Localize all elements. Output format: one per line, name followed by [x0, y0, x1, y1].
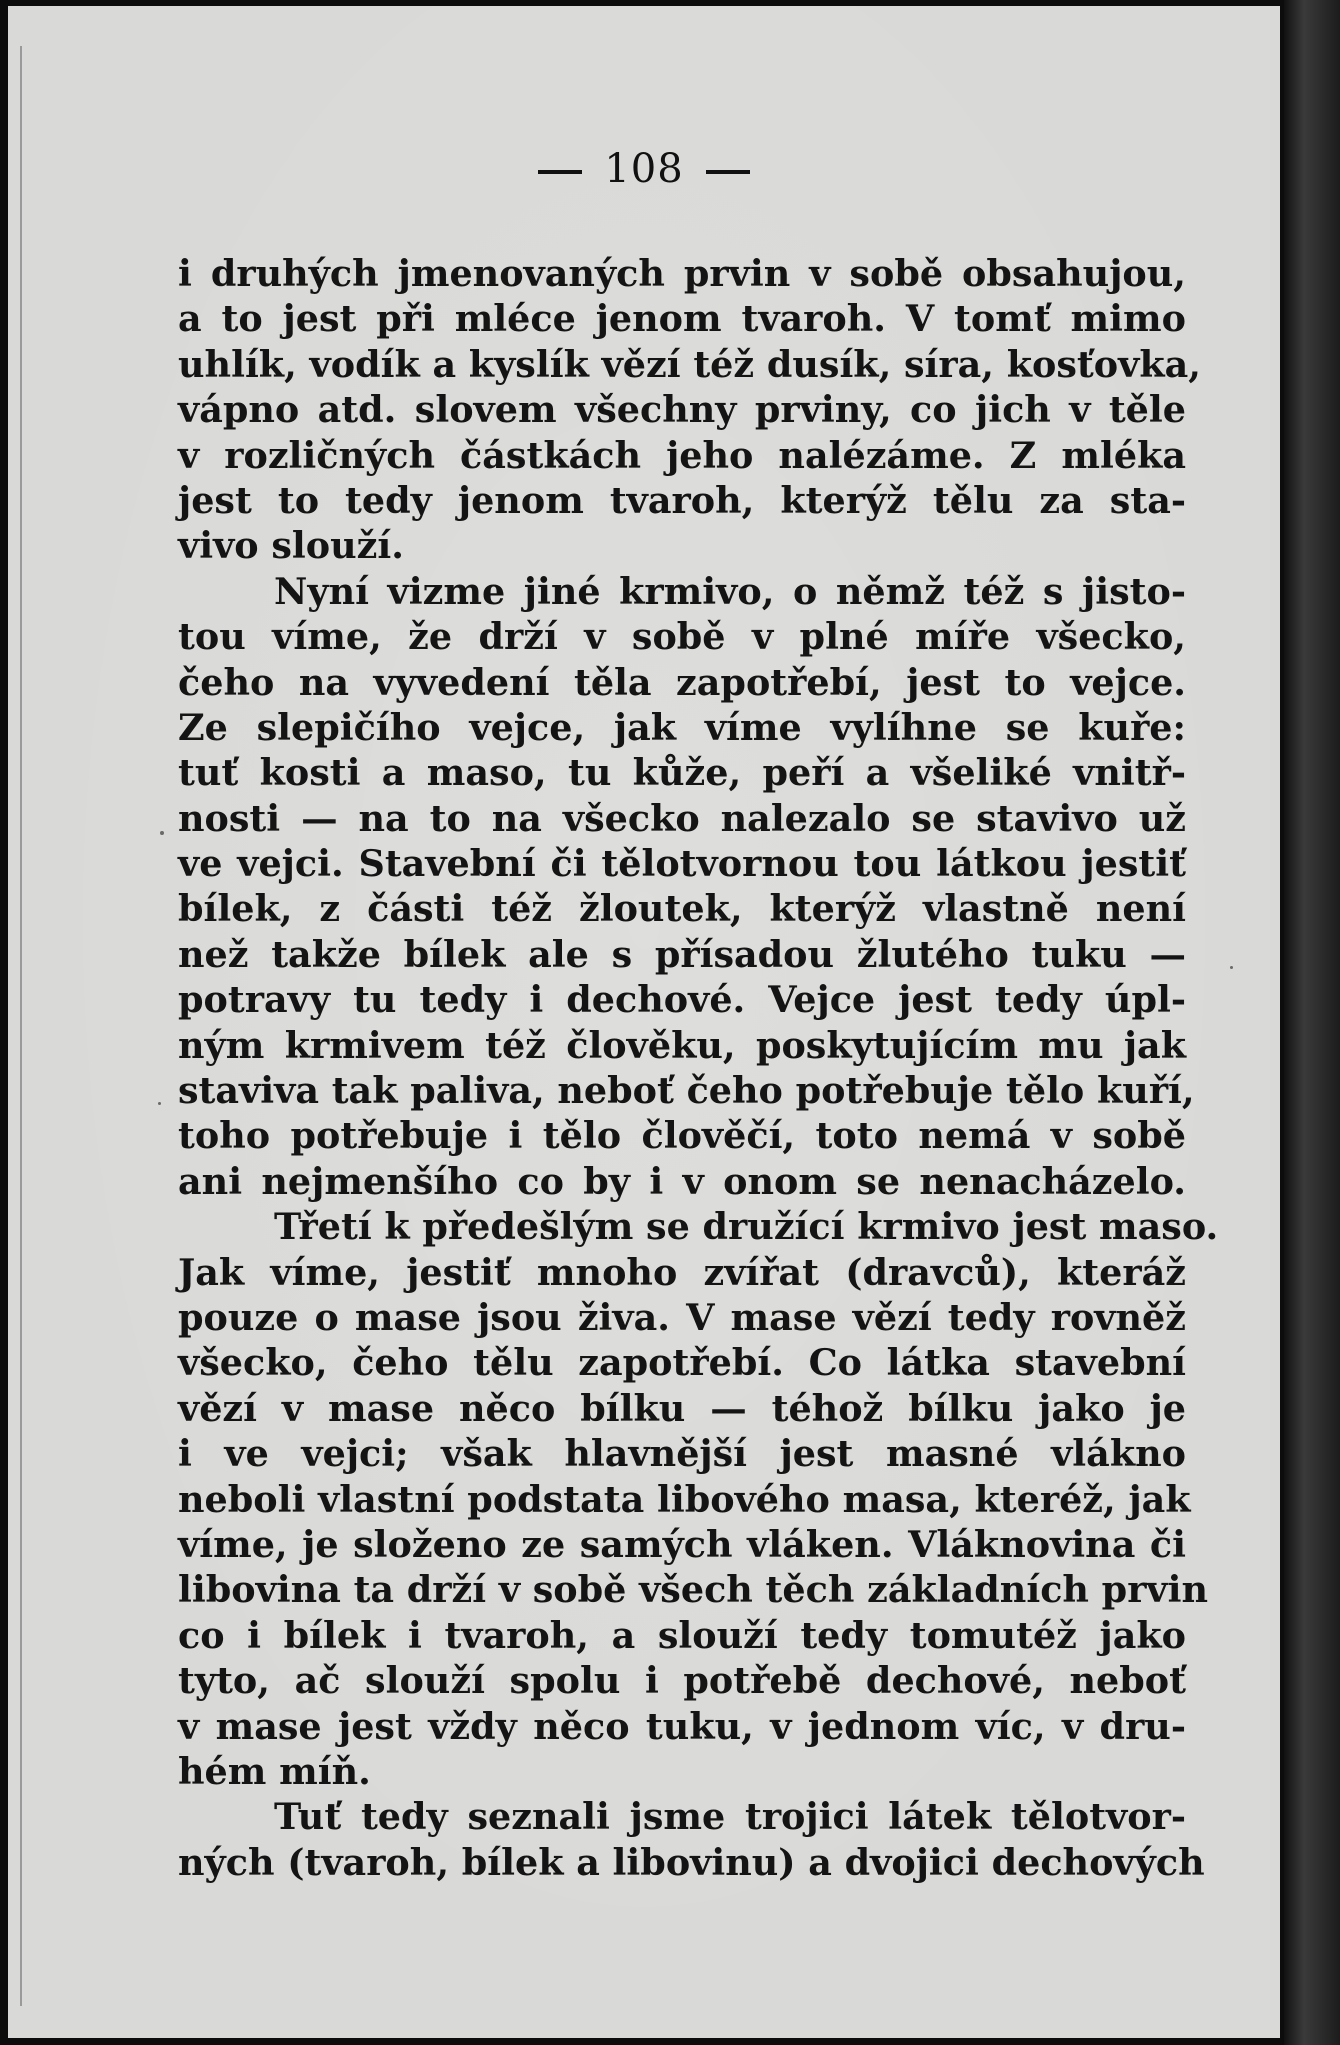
header-dash-left	[538, 170, 582, 174]
text-line: toho potřebuje i tělo člověčí, toto nemá v sobě	[178, 1114, 1186, 1158]
text-line: tou víme, že drží v sobě v plné míře všecko,	[178, 615, 1186, 659]
scan-speck	[1230, 966, 1233, 969]
page-header	[8, 146, 1280, 192]
text-line: a to jest při mléce jenom tvaroh. V tomť mimo	[178, 297, 1186, 341]
text-line: tyto, ač slouží spolu i potřebě dechové, neboť	[178, 1659, 1186, 1703]
text-line: tuť kosti a maso, tu kůže, peří a všeliké vnitř-	[178, 751, 1186, 795]
text-line: pouze o mase jsou živa. V mase vězí tedy rovněž	[178, 1295, 1186, 1339]
text-line: vápno atd. slovem všechny prviny, co jich v těle	[178, 388, 1186, 432]
text-line: nosti — na to na všecko nalezalo se stavivo už	[178, 796, 1186, 840]
text-line: i ve vejci; však hlavnější jest masné vlákno	[178, 1432, 1186, 1476]
text-line: uhlík, vodík a kyslík vězí též dusík, síra, kosťovka,	[178, 342, 1201, 386]
text-line: Jak víme, jestiť mnoho zvířat (dravců), kteráž	[178, 1250, 1186, 1294]
header-dash-right	[706, 170, 750, 174]
text-line: i druhých jmenovaných prvin v sobě obsahujou,	[178, 252, 1186, 295]
scan-speck	[20, 46, 22, 2006]
text-line: co i bílek i tvaroh, a slouží tedy tomutéž jako	[178, 1613, 1186, 1657]
text-line: bílek, z části též žloutek, kterýž vlastně není	[178, 887, 1186, 931]
paragraph-start: Třetí k předešlým se družící krmivo jest maso.	[274, 1205, 1219, 1249]
text-line: jest to tedy jenom tvaroh, kterýž tělu za sta-	[178, 478, 1186, 522]
text-line: čeho na vyvedení těla zapotřebí, jest to vejce.	[178, 660, 1186, 704]
text-line: všecko, čeho tělu zapotřebí. Co látka stavební	[178, 1341, 1186, 1385]
text-line: Ze slepičího vejce, jak víme vylíhne se kuře:	[178, 705, 1186, 749]
text-line: víme, je složeno ze samých vláken. Vláknovina či	[178, 1522, 1186, 1566]
body-text	[178, 251, 1219, 1885]
text-line: ným krmivem též člověku, poskytujícím mu jak	[178, 1023, 1186, 1067]
paragraph-start: Nyní vizme jiné krmivo, o němž též s jisto-	[274, 569, 1186, 613]
text-line: ve vejci. Stavební či tělotvornou tou látkou jestiť	[178, 842, 1186, 886]
text-line: hém míň.	[178, 1749, 371, 1793]
text-line: neboli vlastní podstata libového masa, kteréž, jak	[178, 1477, 1191, 1521]
text-line: než takže bílek ale s přísadou žlutého tuku —	[178, 932, 1186, 976]
text-line: ani nejmenšího co by i v onom se nenacházelo.	[178, 1159, 1186, 1203]
text-line: v mase jest vždy něco tuku, v jednom víc, v dru-	[178, 1704, 1186, 1748]
scan-speck	[160, 831, 164, 835]
text-line: potravy tu tedy i dechové. Vejce jest tedy úpl-	[178, 978, 1186, 1022]
text-line: ných (tvaroh, bílek a libovinu) a dvojici dechových	[178, 1840, 1205, 1884]
text-line: staviva tak paliva, neboť čeho potřebuje tělo kuří,	[178, 1069, 1195, 1113]
paragraph-start: Tuť tedy seznali jsme trojici látek tělotvor-	[274, 1795, 1186, 1839]
text-line: vivo slouží.	[178, 524, 404, 568]
text-line: libovina ta drží v sobě všech těch základních prvin	[178, 1568, 1209, 1612]
scan-speck	[158, 1102, 161, 1105]
page-paper	[8, 6, 1280, 2038]
page-number: 108	[604, 146, 684, 192]
adjacent-page-edge	[1284, 0, 1340, 2045]
text-line: v rozličných částkách jeho nalézáme. Z mléka	[178, 433, 1186, 477]
text-line: vězí v mase něco bílku — téhož bílku jako je	[178, 1386, 1186, 1430]
